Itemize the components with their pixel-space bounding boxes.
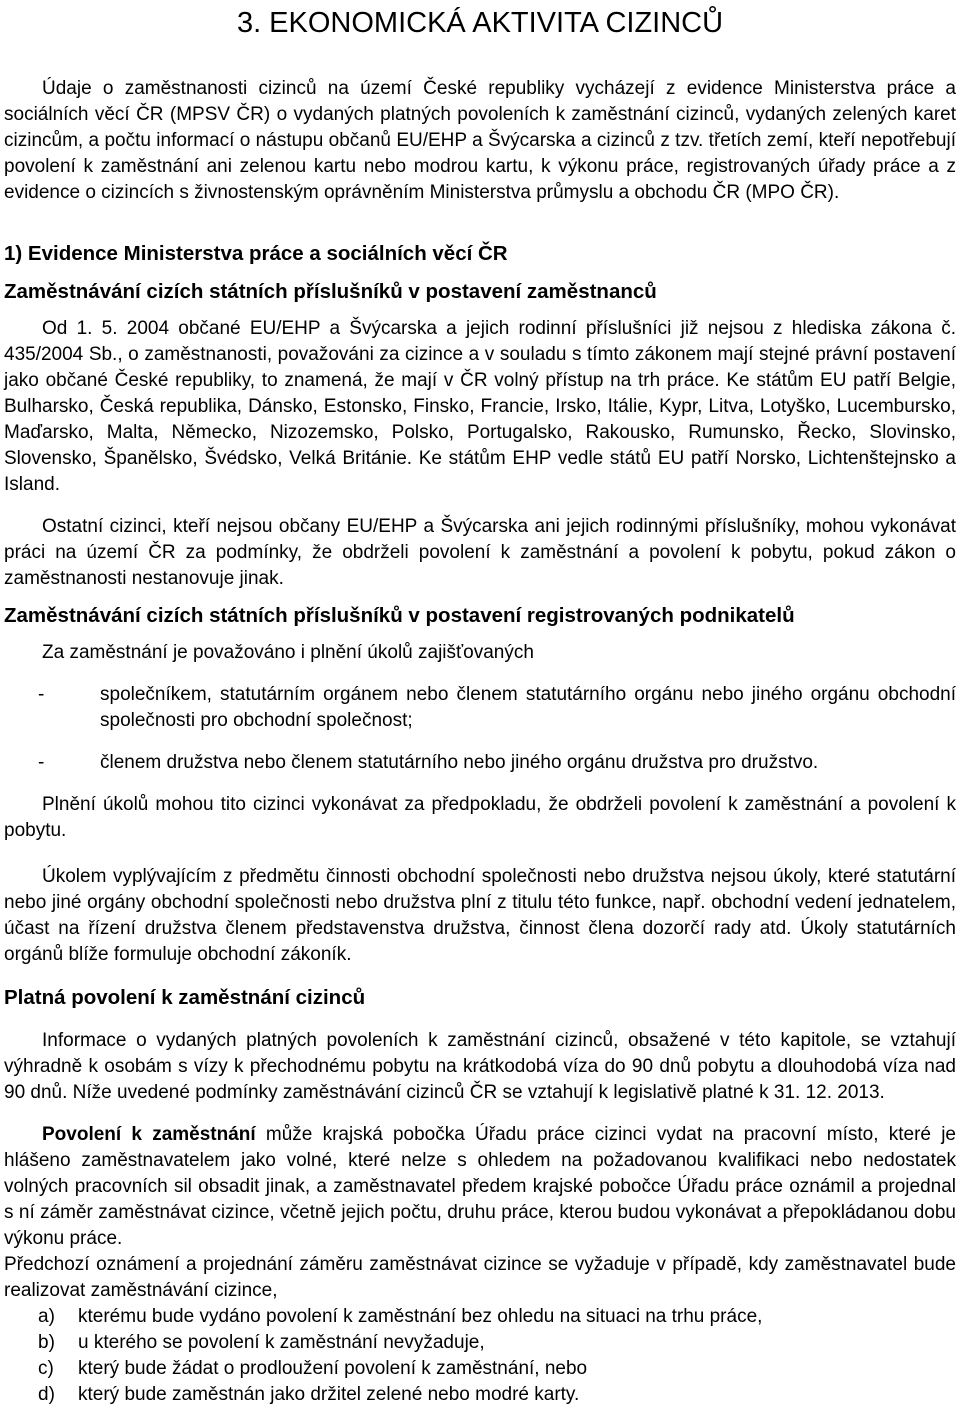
section1-heading: 1) Evidence Ministerstva práce a sociálních věcí ČR	[4, 242, 508, 265]
list-marker: a)	[38, 1306, 55, 1327]
paragraph-text: může krajská pobočka Úřadu práce cizinci vydat na pracovní místo, které je hlášeno zaměstnavatelem jako volné, které nelze s ohledem na požadovanou kvalifikaci nebo nedostatek volných pracovních sil obsadit jinak, a zaměstnavatel předem krajské pobočce Úřadu práce oznámil a projednal s ní záměr zaměstnávat cizince, včetně jejich počtu, druhu práce, kterou budou vykonávat a přepokládanou dobu výkonu práce.	[4, 1124, 956, 1249]
section2-paragraph-1: Plnění úkolů mohou tito cizinci vykonávat za předpokladu, že obdrželi povolení k zaměstnání a povolení k pobytu.	[4, 794, 956, 841]
list-text: u kterého se povolení k zaměstnání nevyžaduje,	[78, 1332, 485, 1353]
list-text: členem družstva nebo členem statutárního nebo jiného orgánu družstva pro družstvo.	[100, 752, 819, 773]
section3-heading: Platná povolení k zaměstnání cizinců	[4, 986, 366, 1009]
list-marker: -	[38, 684, 45, 705]
section2-lead: Za zaměstnání je považováno i plnění úkolů zajišťovaných	[42, 642, 534, 663]
section2-paragraph-2: Úkolem vyplývajícím z předmětu činnosti obchodní společnosti nebo družstva nejsou úkoly, které statutární nebo jiné orgány obchodní společnosti nebo družstva plní z titulu této funkce, např. obchodní vedení jednatelem, účast na řízení družstva členem představenstva družstva, činnost člena dozorčí rady atd. Úkoly statutárních orgánů blíže formuluje obchodní zákoník.	[4, 866, 956, 965]
list-item	[4, 682, 956, 734]
list-marker: b)	[38, 1332, 55, 1353]
section3-paragraph-2	[4, 1122, 956, 1252]
list-marker: d)	[38, 1384, 55, 1405]
list-marker: -	[38, 752, 45, 773]
section1-paragraph-1: Od 1. 5. 2004 občané EU/EHP a Švýcarska a jejich rodinní příslušníci již nejsou z hlediska zákona č. 435/2004 Sb., o zaměstnanosti, považováni za cizince a v souladu s tímto zákonem mají stejné právní postavení jako občané České republiky, to znamená, že mají v ČR volný přístup na trh práce. Ke státům EU patří Belgie, Bulharsko, Česká republika, Dánsko, Estonsko, Finsko, Francie, Irsko, Itálie, Kypr, Litva, Lotyško, Lucembursko, Maďarsko, Malta, Německo, Nizozemsko, Polsko, Portugalsko, Rakousko, Rumunsko, Řecko, Slovinsko, Slovensko, Španělsko, Švédsko, Velká Británie. Ke státům EHP vedle států EU patří Norsko, Lichtenštejnsko a Island.	[4, 318, 956, 495]
list-item	[4, 1330, 956, 1356]
section2-heading: Zaměstnávání cizích státních příslušníků v postavení registrovaných podnikatelů	[4, 604, 795, 627]
list-marker: c)	[38, 1358, 54, 1379]
list-text: který bude žádat o prodloužení povolení k zaměstnání, nebo	[78, 1358, 588, 1379]
page-title: 3. EKONOMICKÁ AKTIVITA CIZINCŮ	[236, 7, 724, 39]
list-item	[4, 1356, 956, 1382]
bold-term: Povolení k zaměstnání	[42, 1124, 256, 1145]
list-text: kterému bude vydáno povolení k zaměstnání bez ohledu na situaci na trhu práce,	[78, 1306, 763, 1327]
list-text: který bude zaměstnán jako držitel zelené nebo modré karty.	[78, 1384, 580, 1405]
list-item	[4, 750, 956, 776]
section1-paragraph-2: Ostatní cizinci, kteří nejsou občany EU/EHP a Švýcarska ani jejich rodinnými příslušníky, mohou vykonávat práci na území ČR za podmínky, že obdrželi povolení k zaměstnání a povolení k pobytu, pokud zákon o zaměstnanosti nestanovuje jinak.	[4, 516, 956, 589]
section3-paragraph-3: Předchozí oznámení a projednání záměru zaměstnávat cizince se vyžaduje v případě, kdy zaměstnavatel bude realizovat zaměstnávání cizince,	[4, 1254, 956, 1301]
section1-subheading: Zaměstnávání cizích státních příslušníků v postavení zaměstnanců	[4, 280, 657, 303]
intro-paragraph: Údaje o zaměstnanosti cizinců na území České republiky vycházejí z evidence Ministerstva práce a sociálních věcí ČR (MPSV ČR) o vydaných platných povoleních k zaměstnání cizinců, vydaných zelených karet cizincům, a počtu informací o nástupu občanů EU/EHP a Švýcarska a cizinců z tzv. třetích zemí, kteří nepotřebují povolení k zaměstnání ani zelenou kartu nebo modrou kartu, k výkonu práce, registrovaných úřady práce a z evidence o cizincích s živnostenským oprávněním Ministerstva průmyslu a obchodu ČR (MPO ČR).	[4, 78, 956, 203]
section3-paragraph-1: Informace o vydaných platných povoleních k zaměstnání cizinců, obsažené v této kapitole, se vztahují výhradně k osobám s vízy k přechodnému pobytu na krátkodobá víza do 90 dnů pobytu a dlouhodobá víza nad 90 dnů. Níže uvedené podmínky zaměstnávání cizinců ČR se vztahují k legislativě platné k 31. 12. 2013.	[4, 1030, 956, 1103]
list-item	[4, 1382, 956, 1408]
list-item	[4, 1304, 956, 1330]
list-text: společníkem, statutárním orgánem nebo členem statutárního orgánu nebo jiného orgánu obchodní společnosti pro obchodní společnost;	[100, 684, 956, 731]
letter-list	[4, 1304, 956, 1408]
